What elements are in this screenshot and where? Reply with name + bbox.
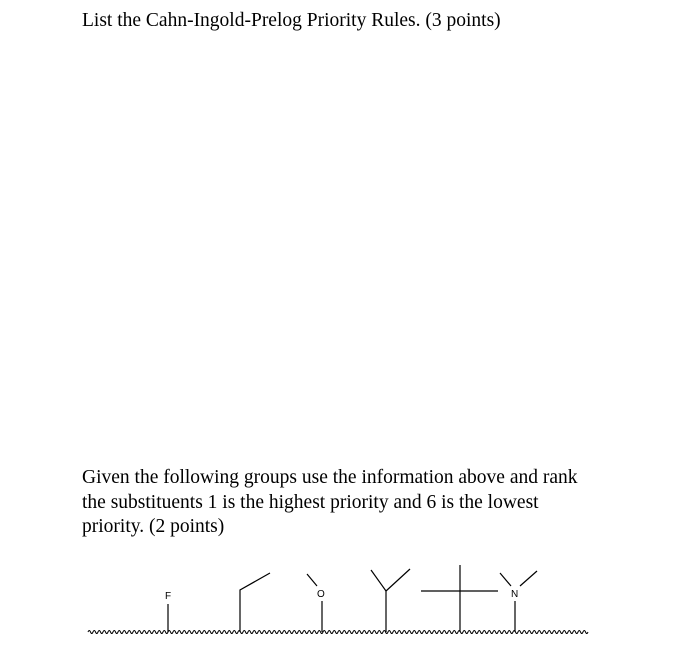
substituent-dimethylaminomethyl <box>500 571 537 632</box>
substituent-tert-butyl <box>421 565 498 632</box>
atom-label-fluorine: F <box>165 591 172 602</box>
substituent-isobutyl <box>371 569 410 632</box>
question-2-line-1: Given the following groups use the information above and rank <box>82 467 578 488</box>
question-2-line-3: priority. (2 points) <box>82 516 225 537</box>
atom-label-oxygen: O <box>317 589 325 600</box>
substituent-allyl <box>240 573 270 632</box>
question-2-line-2: the substituents 1 is the highest priority and 6 is the lowest <box>82 491 539 513</box>
wavy-attachment-line <box>88 631 588 634</box>
substituent-methoxymethyl <box>307 574 322 632</box>
atom-label-nitrogen: N <box>511 589 519 600</box>
question-1-text: List the Cahn-Ingold-Prelog Priority Rules. (3 points) <box>82 10 501 31</box>
